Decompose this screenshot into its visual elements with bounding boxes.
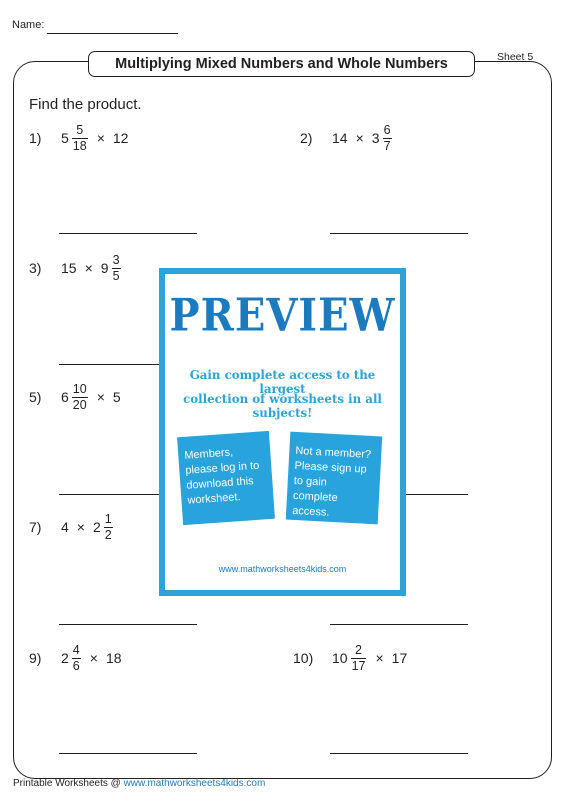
- times-sign: ×: [89, 650, 98, 666]
- preview-title: PREVIEW: [169, 289, 396, 342]
- members-login-box[interactable]: Members, please log in to download this worksheet.: [177, 431, 275, 525]
- denominator: 18: [72, 138, 87, 153]
- denominator: 17: [351, 658, 366, 673]
- problem-number: 5): [29, 389, 42, 405]
- times-sign: ×: [76, 519, 85, 535]
- mixed-whole: 6: [61, 389, 69, 405]
- fraction: [383, 124, 392, 152]
- sheet-label: Sheet 5: [497, 51, 534, 63]
- problem-number: 1): [29, 130, 42, 146]
- worksheet-title: Multiplying Mixed Numbers and Whole Numbers: [88, 51, 475, 77]
- multiplier: 12: [112, 130, 129, 146]
- problem-2: [300, 118, 393, 158]
- fraction: [351, 644, 367, 672]
- problem-10: [293, 638, 407, 678]
- mixed-whole: 10: [332, 650, 348, 666]
- numerator: 5: [76, 123, 84, 137]
- mixed-whole: 3: [371, 130, 380, 146]
- times-sign: ×: [375, 650, 384, 666]
- answer-line[interactable]: [59, 624, 197, 625]
- answer-line[interactable]: [330, 624, 468, 625]
- answer-line[interactable]: [59, 753, 197, 754]
- fraction: [104, 513, 113, 541]
- preview-url[interactable]: www.mathworksheets4kids.com: [218, 564, 347, 574]
- fraction: [112, 254, 121, 282]
- preview-text-line-2: collection of worksheets in all subjects!: [183, 392, 382, 420]
- footer-link[interactable]: www.mathworksheets4kids.com: [123, 778, 266, 789]
- mixed-whole: 9: [100, 260, 109, 276]
- mixed-whole: 2: [61, 650, 69, 666]
- problem-number: 7): [29, 519, 42, 535]
- numerator: 10: [72, 382, 87, 396]
- denominator: 20: [72, 397, 87, 412]
- problem-3: [29, 248, 122, 288]
- multiplier: 15: [61, 260, 77, 276]
- times-sign: ×: [84, 260, 93, 276]
- instruction: Find the product.: [29, 96, 142, 113]
- fraction: [72, 383, 88, 411]
- preview-overlay: [159, 268, 406, 596]
- numerator: 1: [104, 512, 112, 526]
- numerator: 3: [112, 253, 120, 267]
- problem-number: 9): [29, 650, 42, 666]
- footer-label: Printable Worksheets @: [13, 778, 124, 789]
- answer-line[interactable]: [330, 233, 468, 234]
- denominator: 6: [72, 658, 80, 673]
- times-sign: ×: [96, 389, 105, 405]
- name-label: Name:: [12, 19, 45, 31]
- multiplier: 17: [391, 650, 408, 666]
- multiplier: 5: [112, 389, 121, 405]
- multiplier: 18: [105, 650, 122, 666]
- denominator: 5: [112, 268, 120, 283]
- problem-number: 10): [293, 650, 314, 666]
- problem-9: [29, 638, 122, 678]
- problem-7: [29, 507, 114, 547]
- footer: [13, 778, 265, 789]
- numerator: 2: [355, 643, 362, 657]
- numerator: 4: [72, 643, 80, 657]
- fraction: [72, 644, 81, 672]
- problem-number: 3): [29, 260, 42, 276]
- multiplier: 4: [61, 519, 69, 535]
- denominator: 7: [383, 138, 391, 153]
- answer-line[interactable]: [59, 233, 197, 234]
- problem-1: [29, 118, 128, 158]
- denominator: 2: [104, 527, 112, 542]
- mixed-whole: 2: [92, 519, 101, 535]
- times-sign: ×: [355, 130, 364, 146]
- multiplier: 14: [332, 130, 348, 146]
- answer-line[interactable]: [330, 753, 468, 754]
- mixed-whole: 5: [61, 130, 69, 146]
- times-sign: ×: [96, 130, 105, 146]
- problem-5: [29, 377, 121, 417]
- numerator: 6: [383, 123, 391, 137]
- problem-number: 2): [300, 130, 313, 146]
- signup-box[interactable]: Not a member? Please sign up to gain complete access.: [286, 432, 382, 525]
- name-line[interactable]: [47, 33, 178, 34]
- preview-text-line-1: Gain complete access to the largest: [189, 368, 376, 396]
- fraction: [72, 124, 88, 152]
